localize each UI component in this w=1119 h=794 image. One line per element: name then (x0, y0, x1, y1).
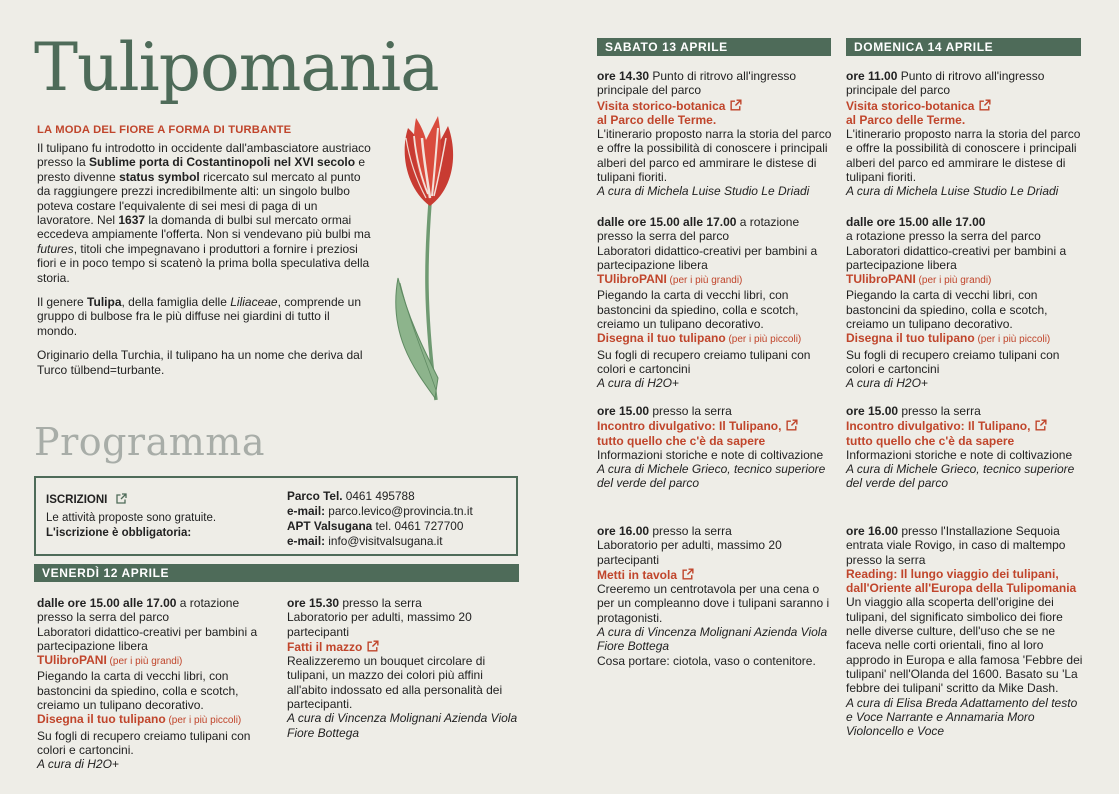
text-segment: Laboratorio per adulti, massimo 20 partecipanti (597, 538, 782, 567)
sabato-event-tavola (597, 524, 833, 668)
text-segment: Disegna il tuo tulipano (37, 712, 166, 727)
contact-apt-email[interactable]: e-mail: info@visitvalsugana.it (287, 534, 443, 548)
programma-heading: Programma (34, 420, 265, 464)
text-segment: Reading: Il lungo viaggio dei tulipani, dall'Oriente all'Europa della Tulipomania (846, 566, 1077, 596)
external-link-icon[interactable] (366, 639, 380, 653)
text-segment: TUlibroPANI (846, 272, 916, 287)
external-link-icon[interactable] (1034, 418, 1048, 432)
text-segment: Fatti il mazzo (287, 639, 363, 654)
tulip-illustration (378, 108, 478, 408)
text-segment: ore 16.00 (597, 524, 650, 538)
text-segment: Cosa portare: ciotola, vaso o contenitore. (597, 653, 816, 668)
text-segment: A cura di H2O+ (37, 757, 119, 772)
text-segment: ore 16.00 (846, 524, 899, 538)
text-segment: A cura di Michela Luise Studio Le Driadi (846, 184, 1059, 199)
text-segment: al Parco delle Terme. (846, 112, 966, 127)
contact-parco-tel[interactable]: Parco Tel. 0461 495788 (287, 489, 415, 503)
text-segment: A cura di H2O+ (846, 376, 928, 391)
text-segment: , titoli che impegnavano i produttori a fornire i preziosi fiori e in poco tempo si scatenò la prima bolla speculativa della storia. (37, 241, 370, 285)
day-header-venerdi: VENERDÌ 12 APRILE (34, 564, 519, 582)
text-segment: A cura di Vincenza Molignani Azienda Viola Fiore Bottega (287, 711, 518, 740)
text-segment: Il tulipano fu introdotto in occidente dall'ambasciatore austriaco presso la (37, 141, 371, 170)
external-link-icon[interactable] (729, 98, 743, 112)
text-segment: Informazioni storiche e note di coltivazione (597, 447, 824, 462)
text-segment: , comprende un gruppo di bulbose fra le più diffuse nei giardini di tutto il mondo. (37, 295, 361, 338)
text-segment: Tulipa (87, 295, 122, 310)
text-segment: Visita storico-botanica (846, 98, 975, 113)
sabato-event-visita (597, 69, 833, 199)
text-segment: Laboratori didattico-creativi per bambini a partecipazione libera (37, 624, 258, 653)
text-segment: Piegando la carta di vecchi libri, con bastoncini da spiedino, colla e scotch, creiamo un tulipano decorativo. (846, 288, 1048, 332)
text-segment: (per i più grandi) (106, 656, 183, 668)
domenica-event-reading (846, 524, 1086, 738)
text-segment: TUlibroPANI (597, 272, 667, 287)
external-link-icon[interactable] (978, 98, 992, 112)
text-segment: (per i più piccoli) (974, 334, 1051, 346)
text-segment: Realizzeremo un bouquet circolare di tulipani, un mazzo dei colori più affini all'abito indossato ed alla personalità dei partecipanti. (287, 654, 503, 712)
sabato-event-incontro (597, 404, 833, 491)
text-segment: ore 15.00 (846, 404, 899, 418)
domenica-event-laboratori (846, 215, 1086, 391)
text-segment: Disegna il tuo tulipano (846, 331, 975, 346)
iscrizioni-box (34, 476, 518, 556)
sabato-event-laboratori (597, 215, 833, 391)
intro-subtitle: LA MODA DEL FIORE A FORMA DI TURBANTE (37, 124, 292, 136)
text-segment: 1637 (118, 213, 146, 228)
iscrizioni-line-mandatory: L'iscrizione è obbligatoria: (46, 527, 192, 539)
text-segment: Laboratori didattico-creativi per bambini a partecipazione libera (846, 243, 1067, 272)
text-segment: a rotazione presso la serra del parco (37, 596, 240, 625)
text-segment: presso la serra (649, 524, 732, 538)
text-segment: Il genere (37, 295, 88, 310)
text-segment: a rotazione presso la serra del parco (846, 229, 1041, 244)
text-segment: (per i più grandi) (915, 275, 992, 287)
domenica-event-incontro (846, 404, 1086, 491)
text-segment: la domanda di bulbi sul mercato ormai eccedeva ampiamente l'offerta. Non si vendevano più bulbi ma (37, 213, 371, 242)
text-segment: Liliaceae (230, 295, 278, 310)
contacts-list (287, 489, 517, 549)
text-segment: A cura di H2O+ (597, 376, 679, 391)
text-segment: presso la serra (898, 404, 981, 418)
text-segment: Un viaggio alla scoperta dell'origine dei tulipani, del significato simbolico dei fiore nelle diverse culture, dell'uso che se ne faceva nelle corti orientali, fino al loro approdo in Europa e alla famosa 'Febbre dei tulipani' nell'Olanda del 1600. Basato su 'La febbre dei tulipani' scritto da Mike Dash. (846, 595, 1083, 696)
text-segment: Creeremo un centrotavola per una cena o per un compleanno dove i tulipani saranno i protagonisti. (597, 582, 830, 625)
text-segment: e presto divenne (37, 155, 366, 184)
text-segment: tutto quello che c'è da sapere (597, 433, 766, 448)
contact-parco-email[interactable]: e-mail: parco.levico@provincia.tn.it (287, 504, 473, 518)
text-segment: A cura di Vincenza Molignani Azienda Viola Fiore Bottega (597, 625, 828, 654)
text-segment: ricercato sul mercato al punto da raggiungere prezzi incredibilmente alti: un singolo bulbo poteva costare l'equivalente di sei mesi di paga di un lavoratore. Nel (37, 169, 361, 228)
text-segment: status symbol (119, 169, 200, 184)
text-segment: Piegando la carta di vecchi libri, con bastoncini da spiedino, colla e scotch, creiamo un tulipano decorativo. (37, 669, 239, 713)
text-segment: Laboratori didattico-creativi per bambini a partecipazione libera (597, 243, 818, 272)
text-segment: futures (37, 241, 74, 256)
text-segment: Piegando la carta di vecchi libri, con bastoncini da spiedino, colla e scotch, creiamo un tulipano decorativo. (597, 288, 799, 332)
text-segment: (per i più piccoli) (725, 334, 802, 346)
text-segment: dalle ore 15.00 alle 17.00 (37, 596, 177, 610)
venerdi-event-mazzo (287, 596, 525, 740)
text-segment: (per i più piccoli) (165, 715, 242, 727)
text-segment: A cura di Michele Grieco, tecnico superiore del verde del parco (846, 462, 1075, 491)
text-segment: Su fogli di recupero creiamo tulipani con colori e cartoncini (846, 347, 1060, 376)
text-segment: Disegna il tuo tulipano (597, 331, 726, 346)
venerdi-event-laboratori (37, 596, 277, 772)
text-segment: ore 15.30 (287, 596, 340, 610)
text-segment: , della famiglia delle (121, 295, 231, 310)
text-segment: Su fogli di recupero creiamo tulipani con colori e cartoncini. (37, 728, 251, 757)
text-segment: A cura di Elisa Breda Adattamento del testo e Voce Narrante e Annamaria Moro Violoncello e Voce (846, 695, 1078, 739)
day-header-sabato: SABATO 13 APRILE (597, 38, 831, 56)
text-segment: Su fogli di recupero creiamo tulipani con colori e cartoncini (597, 347, 811, 376)
text-segment: L'itinerario proposto narra la storia del parco e offre la possibilità di conoscere i principali alberi del parco ed ammirare le distese di tulipani fioriti. (846, 127, 1081, 185)
contact-apt-tel[interactable]: APT Valsugana tel. 0461 727700 (287, 519, 464, 533)
iscrizioni-label: ISCRIZIONI (46, 494, 108, 506)
text-segment: al Parco delle Terme. (597, 112, 717, 127)
iscrizioni-line-free: Le attività proposte sono gratuite. (46, 512, 217, 524)
text-segment: dalle ore 15.00 alle 17.00 (846, 215, 986, 229)
text-segment: TUlibroPANI (37, 653, 107, 668)
text-segment: Sublime porta di Costantinopoli nel XVI secolo (89, 155, 356, 170)
domenica-event-visita (846, 69, 1086, 199)
text-segment: L'itinerario proposto narra la storia del parco e offre la possibilità di conoscere i principali alberi del parco ed ammirare le distese di tulipani fioriti. (597, 127, 832, 185)
text-segment: dalle ore 15.00 alle 17.00 (597, 215, 737, 229)
intro-paragraph-origin: Originario della Turchia, il tulipano ha un nome che deriva dal Turco tülbend=turbante. (37, 348, 363, 377)
text-segment: Punto di ritrovo all'ingresso principale del parco (597, 69, 797, 98)
text-segment: presso l'Installazione Sequoia entrata viale Rovigo, in caso di maltempo presso la serra (846, 524, 1066, 567)
text-segment: ore 15.00 (597, 404, 650, 418)
text-segment: tutto quello che c'è da sapere (846, 433, 1015, 448)
intro-paragraph-history (37, 141, 372, 285)
page-title: Tulipomania (34, 29, 439, 106)
text-segment: presso la serra (649, 404, 732, 418)
text-segment: presso la serra (339, 596, 422, 610)
text-segment: (per i più grandi) (666, 275, 743, 287)
text-segment: Metti in tavola (597, 567, 678, 582)
text-segment: Informazioni storiche e note di coltivazione (846, 447, 1073, 462)
intro-section (37, 124, 372, 387)
text-segment: Visita storico-botanica (597, 98, 726, 113)
text-segment: A cura di Michele Grieco, tecnico superiore del verde del parco (597, 462, 826, 491)
external-link-icon[interactable] (115, 492, 128, 505)
text-segment: Incontro divulgativo: Il Tulipano, (846, 419, 1031, 434)
external-link-icon[interactable] (681, 567, 695, 581)
text-segment: ore 11.00 (846, 69, 898, 83)
external-link-icon[interactable] (785, 418, 799, 432)
text-segment: Punto di ritrovo all'ingresso principale del parco (846, 69, 1045, 98)
text-segment: A cura di Michela Luise Studio Le Driadi (597, 184, 810, 199)
text-segment: ore 14.30 (597, 69, 650, 83)
text-segment: a rotazione presso la serra del parco (597, 215, 800, 244)
text-segment: Incontro divulgativo: Il Tulipano, (597, 419, 782, 434)
day-header-domenica: DOMENICA 14 APRILE (846, 38, 1081, 56)
text-segment: Laboratorio per adulti, massimo 20 partecipanti (287, 610, 472, 639)
intro-paragraph-genus (37, 295, 372, 338)
